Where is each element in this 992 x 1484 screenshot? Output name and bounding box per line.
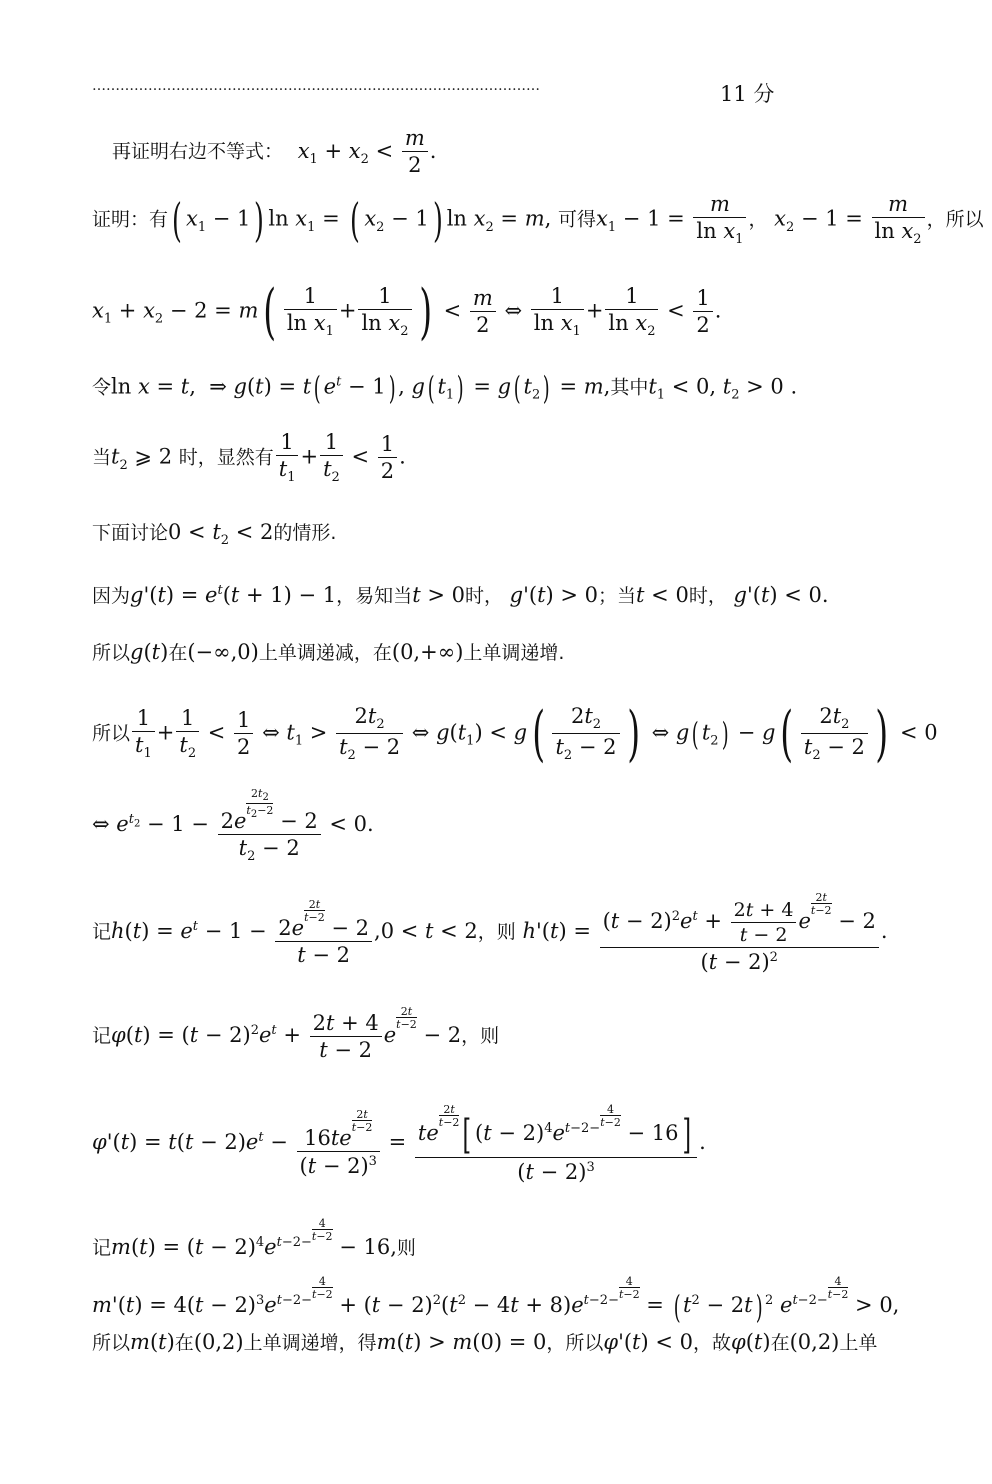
text-so: ，所以 — [926, 208, 984, 231]
text-can-get: 可得 — [557, 208, 596, 231]
line-m-derivative: $m'(t) = 4(t - 2)^3e^{t-2- \frac{4}{t-2}}$ + $(t - 2)^2(t^2 - 4t + 8)e^{t-2- \frac{4}{t-2}}$ = ( $t^2 - 2t$) $^2$ $e^{t-2- \frac{4}{t-2}}$ > 0, — [92, 1275, 900, 1326]
line-monotonicity-g: 所以g(t)在(−∞,0)上单调递减，在(0,+∞)上单调递增. — [92, 640, 565, 664]
text-so-2: ，所以 — [546, 1332, 604, 1354]
line-proof: 证明：有( $x_1 - 1$) $\ln x_1$ = ( $x_2 - 1$) $\ln x_2 = m$, 可得$x_1 - 1$ = $\frac{m}{\ln x_1}$ ， $x_2 - 1$ = $\frac{m}{\ln x_2}$ ，所以 — [92, 192, 984, 248]
text-note-h: 记 — [92, 920, 112, 943]
text-then-m: 则 — [396, 1237, 416, 1259]
line-right-inequality: 再证明右边不等式： $x_1 + x_2$ < $\frac{m}{2}$ . — [112, 126, 437, 177]
text-single: 上单 — [839, 1332, 878, 1354]
dot-leader: …………………………………………………………………………………… — [92, 78, 540, 94]
text-let: 令 — [92, 376, 112, 399]
text-so-chain: 所以 — [92, 722, 131, 745]
fraction-m-2: $\frac{m}{2}$ — [402, 128, 428, 176]
text-proof: 证明：有 — [92, 208, 169, 231]
score-label: 11 分 — [720, 82, 775, 106]
line-substitution: 令ln x = t, ⇒ g(t) = t( $e^t - 1$) , g( $t_1) = g$( $t_2) = m$,其中$t_1 < 0$, $t_2 > 0$ . — [92, 369, 798, 407]
text-when-2: 时， — [688, 585, 727, 607]
text-so-g: 所以 — [92, 642, 131, 664]
text-case: 的情形. — [273, 522, 337, 544]
text-on: 在 — [168, 642, 188, 664]
text-discuss: 下面讨论 — [92, 522, 169, 544]
line-exp-inequality: ⇔ $e^{t_2} - 1$ − 2e $^{\frac{2t_2}{t_2-2}}$ − 2 $t_2 - 2$ < 0. — [92, 787, 374, 865]
line-conclusion: 所以m(t)在(0,2)上单调递增，得m(t) > m(0) = 0，所以φ'(t) < 0，故φ(t)在(0,2)上单 — [92, 1330, 878, 1354]
text-so-m: 所以 — [92, 1332, 131, 1354]
text-when-1: 时， — [464, 585, 503, 607]
text-note-phi: 记 — [92, 1025, 112, 1047]
line-discuss-case: 下面讨论$0 < t_2 < 2$的情形. — [92, 520, 337, 549]
fraction-m-lnx1: $\frac{m}{\ln x_1}$ — [693, 194, 746, 246]
text-then-h: ，则 — [477, 920, 516, 943]
line-define-h: 记$h(t) = e^t - 1$ − 2e $^{\frac{2t}{t-2}}$ − 2 t − 2 ,0 < t < 2，则 h'(t) = $(t - 2)^2e^t$ + $\frac{2t + 4}{t - 2}$ e $^{\frac{2t}{t-2}}$ − 2 $(t - 2)^2$ . — [92, 891, 888, 974]
text-sep: ， — [748, 208, 768, 231]
text-easy-know: ，易知当 — [336, 585, 413, 607]
text-obviously: 时，显然有 — [178, 446, 274, 469]
text-increasing: 上单调递增. — [463, 642, 565, 664]
text-note-m: 记 — [92, 1237, 112, 1259]
text-decreasing: 上单调递减，在 — [258, 642, 392, 664]
line-sum-equivalence: $x_1 + x_2 - 2 = m$( $\frac{1}{\ln x_1}$ + $\frac{1}{\ln x_2}$ ) < $\frac{m}{2}$ ⇔ $\frac{1}{\ln x_1}$ + $\frac{1}{\ln x_2}$ < $\frac{1}{2}$ . — [92, 277, 722, 347]
line-equivalence-chain: 所以 $\frac{1}{t_1}$ + $\frac{1}{t_2}$ < $\frac{1}{2}$ ⇔ $t_1$ > $\frac{2t_2}{t_2 - 2}$ ⇔ $g(t_1) < g$( $\frac{2t_2}{t_2 - 2}$ ) ⇔ g( $t_2) - g$( $\frac{2t_2}{t_2 - 2}$ ) < 0 — [92, 699, 938, 769]
text-because: 因为 — [92, 585, 131, 607]
line-t2-geq-2: 当$t_2$ ⩾ 2 时，显然有 $\frac{1}{t_1}$ + $\frac{1}{t_2}$ < $\frac{1}{2}$ . — [92, 430, 406, 486]
text-hence: ，故 — [692, 1332, 731, 1354]
text-prove-right: 再证明右边不等式： — [112, 140, 284, 163]
text-where: 其中 — [610, 376, 649, 399]
text-then-phi: ，则 — [461, 1025, 500, 1047]
text-semicolon-when: ；当 — [598, 585, 637, 607]
line-derivative-g: 因为$g'(t) = e^t(t + 1) - 1$，易知当t > 0时， g'(t) > 0；当t < 0时， g'(t) < 0. — [92, 583, 829, 607]
text-on-m: 在 — [174, 1332, 194, 1354]
line-define-m: 记$m(t) = (t - 2)^4e^{t-2- \frac{4}{t-2}}$ − 16,则 — [92, 1217, 416, 1259]
line-define-phi: 记$\varphi(t) = (t - 2)^2e^t$ + $\frac{2t + 4}{t - 2}$ e $^{\frac{2t}{t-2}}$ − 2，则 — [92, 1005, 500, 1062]
line-phi-derivative: $\varphi'(t) = t(t - 2)e^t$ − 16te $^{\frac{2t}{t-2}}$ $(t - 2)^3$ = te $^{\frac{2t}{t-2}}$ [ $(t - 2)^4e^{t-2- \frac{4}{t-2}}$ − 16] $(t - 2)^3$ . — [92, 1103, 706, 1184]
fraction-m-lnx2: $\frac{m}{\ln x_2}$ — [872, 194, 925, 246]
text-inc-get: 上单调递增，得 — [243, 1332, 377, 1354]
text-when: 当 — [92, 446, 112, 469]
text-on-phi: 在 — [770, 1332, 790, 1354]
